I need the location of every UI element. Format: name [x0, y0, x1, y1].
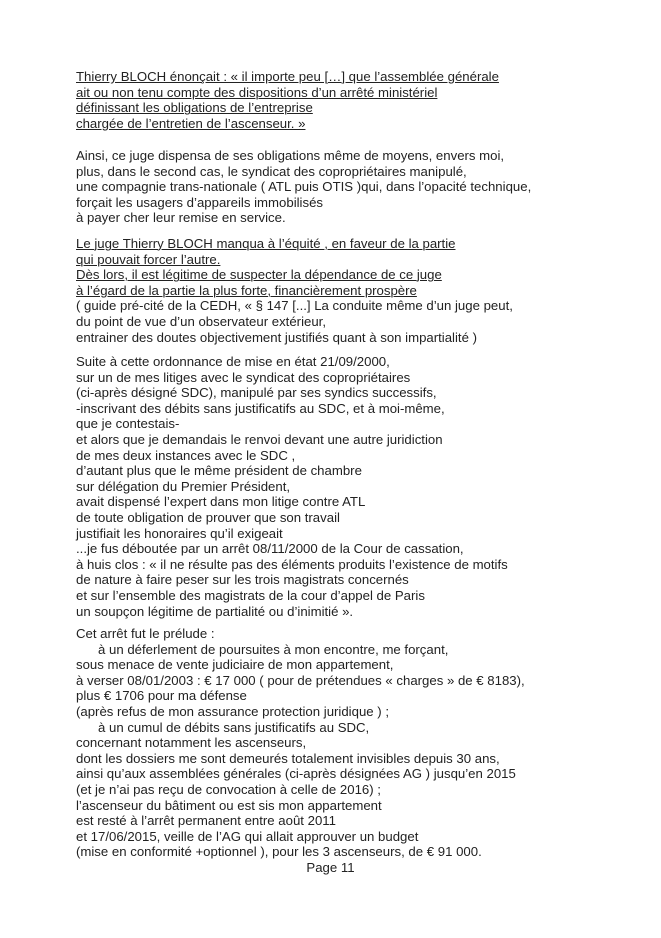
text-line: Thierry BLOCH énonçait : « il importe peu […] que l’assemblée générale — [76, 69, 499, 84]
paragraph-ordonnance — [76, 354, 636, 619]
text-line: à l’égard de la partie la plus forte, financièrement prospère — [76, 282, 417, 298]
text-line: Ainsi, ce juge dispensa de ses obligations même de moyens, envers moi, — [76, 148, 505, 163]
text-line: ainsi qu’aux assemblées générales (ci-après désignées AG ) jusqu’en 2015 — [76, 766, 516, 782]
text-line: ( guide pré-cité de la CEDH, « § 147 [...] La conduite même d’un juge peut, — [76, 298, 513, 314]
text-line: de mes deux instances avec le SDC , — [76, 447, 296, 463]
text-line: concernant notamment les ascenseurs, — [76, 735, 307, 751]
text-line: un soupçon légitime de partialité ou d’inimitié ». — [76, 603, 354, 619]
text-line: du point de vue d’un observateur extérieur, — [76, 313, 326, 329]
text-line: de nature à faire peser sur les trois magistrats concernés — [76, 572, 409, 588]
text-line: ait ou non tenu compte des dispositions d’un arrêté ministériel — [76, 84, 438, 100]
text-line: avait dispensé l’expert dans mon litige contre ATL — [76, 494, 366, 510]
text-line: et alors que je demandais le renvoi devant une autre juridiction — [76, 431, 443, 447]
text-line: est resté à l’arrêt permanent entre août 2011 — [76, 813, 336, 829]
text-line: plus € 1706 pour ma défense — [76, 688, 247, 704]
text-line: (ci-après désigné SDC), manipulé par ses syndics successifs, — [76, 385, 437, 401]
text-line: à payer cher leur remise en service. — [76, 210, 286, 226]
text-line: qui pouvait forcer l’autre. — [76, 251, 221, 267]
text-line: et 17/06/2015, veille de l’AG qui allait approuver un budget — [76, 828, 419, 844]
text-line: l’ascenseur du bâtiment ou est sis mon appartement — [76, 797, 382, 813]
paragraph-equity — [76, 236, 636, 345]
text-line: (mise en conformité +optionnel ), pour les 3 ascenseurs, de € 91 000. — [76, 844, 482, 860]
text-line: sur délégation du Premier Président, — [76, 478, 291, 494]
text-line: plus, dans le second cas, le syndicat des copropriétaires manipulé, — [76, 163, 467, 179]
text-line: et sur l’ensemble des magistrats de la cour d’appel de Paris — [76, 587, 425, 603]
page-number: Page 11 — [306, 860, 355, 875]
text-line: forçait les usagers d’appareils immobilisés — [76, 194, 324, 210]
text-line: justifiait les honoraires qu’il exigeait — [76, 525, 283, 541]
text-line: -inscrivant des débits sans justificatifs au SDC, et à moi-même, — [76, 400, 445, 416]
text-line: à verser 08/01/2003 : € 17 000 ( pour de prétendues « charges » de € 8183), — [76, 672, 525, 688]
text-line: que je contestais- — [76, 416, 180, 432]
paragraph-dispensation — [76, 148, 636, 226]
text-line: sur un de mes litiges avec le syndicat des copropriétaires — [76, 369, 411, 385]
text-line: entrainer des doutes objectivement justifiés quant à son impartialité ) — [76, 329, 477, 345]
text-line: (après refus de mon assurance protection juridique ) ; — [76, 703, 389, 719]
text-line: Cet arrêt fut le prélude : — [76, 626, 215, 641]
text-line: Dès lors, il est légitime de suspecter la dépendance de ce juge — [76, 267, 442, 283]
text-line: sous menace de vente judiciaire de mon appartement, — [76, 657, 394, 673]
text-line: Le juge Thierry BLOCH manqua à l’équité , en faveur de la partie — [76, 236, 456, 251]
text-line: d’autant plus que le même président de chambre — [76, 463, 362, 479]
text-line: définissant les obligations de l’entreprise — [76, 100, 313, 116]
text-line: ...je fus déboutée par un arrêt 08/11/2000 de la Cour de cassation, — [76, 541, 464, 557]
text-line: à huis clos : « il ne résulte pas des éléments produits l’existence de motifs — [76, 556, 508, 572]
text-line: de toute obligation de prouver que son travail — [76, 509, 340, 525]
paragraph-bloch-quote — [76, 69, 636, 131]
text-line: à un cumul de débits sans justificatifs au SDC, — [98, 719, 370, 735]
paragraph-prelude — [76, 626, 636, 860]
text-line: (et je n’ai pas reçu de convocation à celle de 2016) ; — [76, 781, 381, 797]
text-line: dont les dossiers me sont demeurés totalement invisibles depuis 30 ans, — [76, 750, 500, 766]
text-line: une compagnie trans-nationale ( ATL puis OTIS )qui, dans l’opacité technique, — [76, 179, 532, 195]
text-line: chargée de l’entretien de l’ascenseur. » — [76, 115, 306, 131]
text-line: à un déferlement de poursuites à mon encontre, me forçant, — [98, 641, 449, 657]
text-line: Suite à cette ordonnance de mise en état 21/09/2000, — [76, 354, 390, 369]
